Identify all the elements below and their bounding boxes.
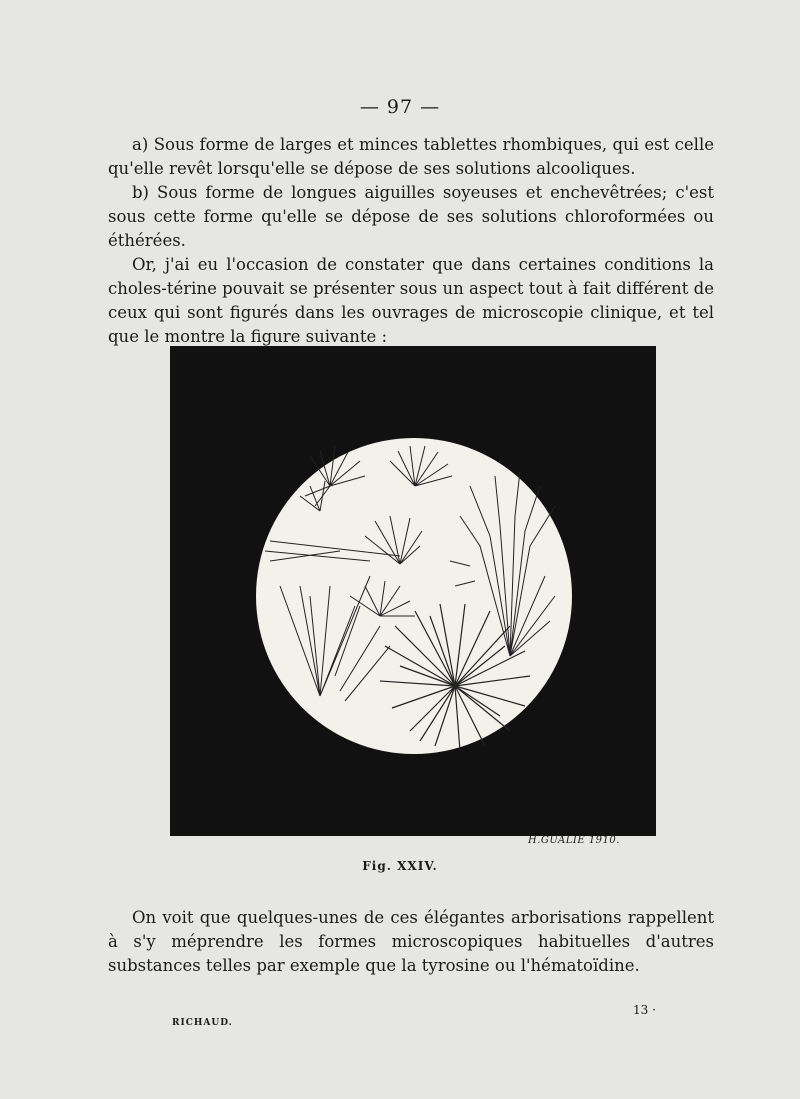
paragraph-b: b) Sous forme de longues aiguilles soyeuses et enchevêtrées; c'est sous cette forme qu'elle se dépose de ses solutions chloroformées ou éthérées.: [108, 183, 714, 250]
body-text-top: [108, 133, 714, 349]
microscope-field-illustration: [170, 346, 656, 836]
paragraph-a: a) Sous forme de larges et minces tablettes rhombiques, qui est celle qu'elle revêt lorsqu'elle se dépose de ses solutions alcooliques.: [108, 135, 714, 178]
figure-plate: [170, 346, 656, 836]
footer-author: RICHAUD.: [172, 1018, 233, 1028]
figure-caption: Fig. XXIV.: [362, 859, 438, 873]
body-text-bottom: [108, 906, 714, 978]
artist-signature: H.GUALIE 1910.: [528, 835, 620, 846]
footer-signature-mark: 13 ·: [633, 1003, 656, 1017]
page-number: — 97 —: [359, 96, 441, 118]
paragraph-conclusion: On voit que quelques-unes de ces élégantes arborisations rappellent à s'y méprendre les formes microscopiques habituelles d'autres substances telles par exemple que la tyrosine ou l'hématoïdine.: [108, 908, 714, 975]
paragraph-or: Or, j'ai eu l'occasion de constater que dans certaines conditions la choles-térine pouvait se présenter sous un aspect tout à fait différent de ceux qui sont figurés dans les ouvrages de microscopie clinique, et tel que le montre la figure suivante :: [108, 255, 714, 346]
